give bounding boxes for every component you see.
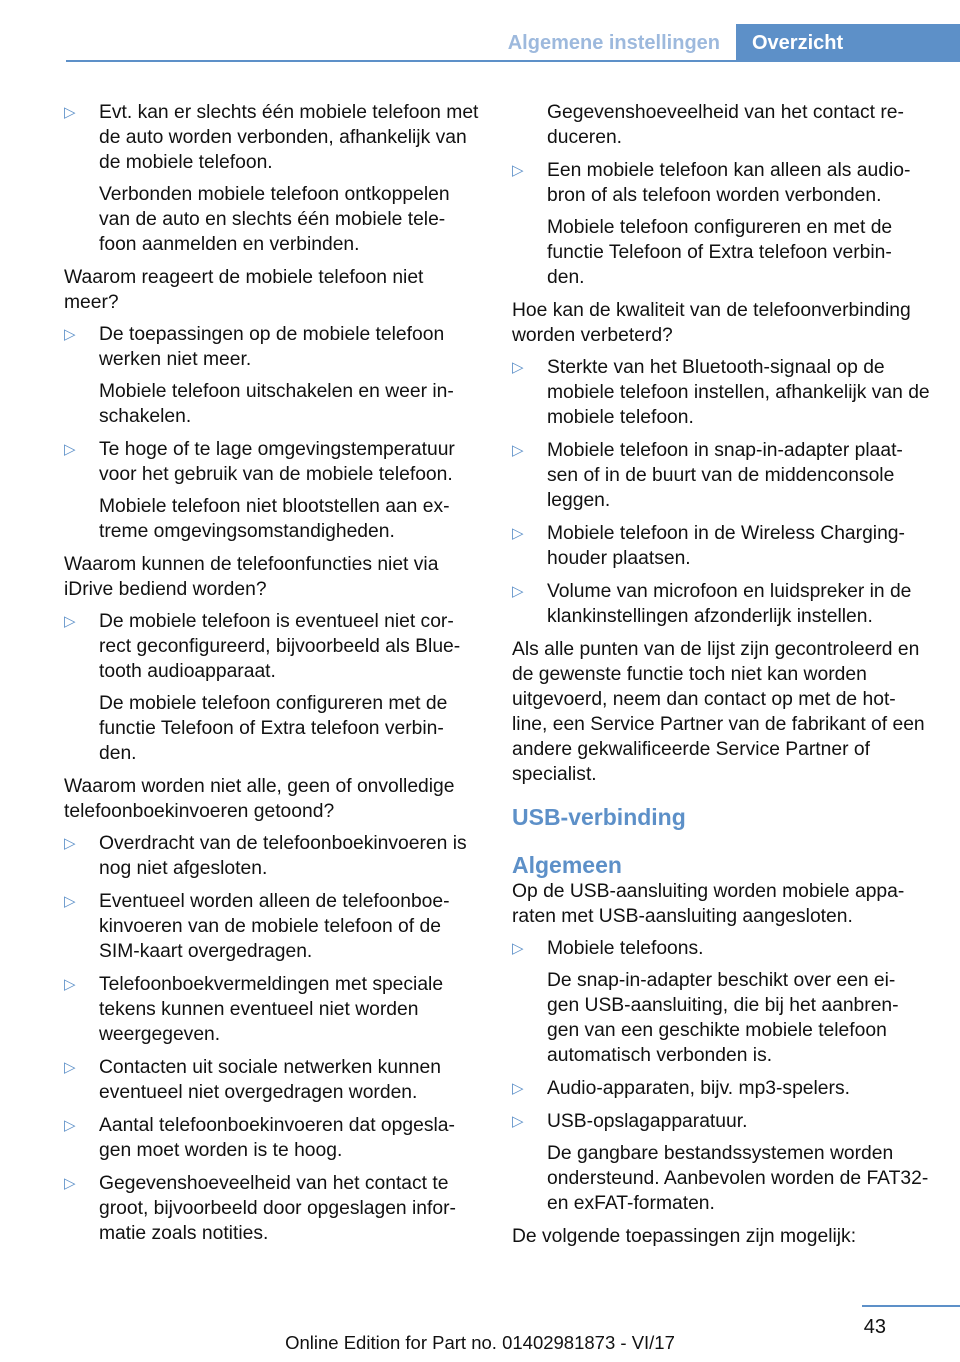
list-item-text: Te hoge of te lage omgevingstemperatuur voor het gebruik van de mobiele telefoon. xyxy=(99,439,455,485)
list-item-text: Sterkte van het Bluetooth-signaal op de mobiele telefoon instellen, afhankelijk van de mobiele telefoon. xyxy=(547,357,930,428)
list-item xyxy=(512,579,930,629)
header-section-title: Algemene instellingen xyxy=(492,24,736,62)
list-item-text: Volume van microfoon en luidspreker in de klankinstellingen afzonderlijk instellen. xyxy=(547,581,912,627)
list-item-text: Telefoonboekvermeldingen met speciale tekens kunnen eventueel niet worden weergegeven. xyxy=(99,974,444,1045)
list-item-solution: Verbonden mobiele telefoon ontkoppelen van de auto en slechts één mobiele tele‐ foon aanmelden en verbinden. xyxy=(99,184,450,255)
triangle-right-icon: ▷ xyxy=(64,976,76,993)
page-number: 43 xyxy=(863,1316,886,1338)
paragraph: Waarom worden niet alle, geen of onvolledige telefoonboekinvoeren getoond? xyxy=(64,776,455,822)
paragraph: Hoe kan de kwaliteit van de telefoonverbinding worden verbeterd? xyxy=(512,300,911,346)
list-item-text: Evt. kan er slechts één mobiele telefoon met de auto worden verbonden, afhankelijk van de mobiele telefoon. xyxy=(99,102,479,173)
triangle-right-icon: ▷ xyxy=(64,835,76,852)
list-item-text: Een mobiele telefoon kan alleen als audio‐ bron of als telefoon worden verbonden. xyxy=(547,160,911,206)
triangle-right-icon: ▷ xyxy=(512,940,524,957)
list-item-solution: Mobiele telefoon uitschakelen en weer in‐ schakelen. xyxy=(99,381,454,427)
list-item-text: Eventueel worden alleen de telefoonboe‐ kinvoeren van de mobiele telefoon of de SIM-kaart overgedragen. xyxy=(99,891,450,962)
list-item-text: Mobiele telefoons. xyxy=(547,938,704,959)
left-column xyxy=(64,100,482,1254)
paragraph: De volgende toepassingen zijn mogelijk: xyxy=(512,1226,857,1247)
triangle-right-icon: ▷ xyxy=(64,613,76,630)
list-item xyxy=(512,438,930,513)
list-item xyxy=(64,889,482,964)
header-rule xyxy=(66,60,960,62)
list-item xyxy=(64,1113,482,1163)
list-item xyxy=(512,936,930,1068)
triangle-right-icon: ▷ xyxy=(64,1059,76,1076)
right-column xyxy=(512,100,930,1256)
subsection-heading: Algemeen xyxy=(512,852,622,878)
list-item xyxy=(512,1109,930,1216)
triangle-right-icon: ▷ xyxy=(64,893,76,910)
list-item xyxy=(64,609,482,766)
paragraph: Waarom reageert de mobiele telefoon niet meer? xyxy=(64,267,424,313)
list-item-text: De toepassingen op de mobiele telefoon werken niet meer. xyxy=(99,324,445,370)
triangle-right-icon: ▷ xyxy=(64,1117,76,1134)
triangle-right-icon: ▷ xyxy=(512,583,524,600)
list-item xyxy=(64,437,482,544)
list-item-text: USB-opslagapparatuur. xyxy=(547,1111,748,1132)
list-item xyxy=(64,322,482,429)
list-item-solution: Mobiele telefoon configureren en met de functie Telefoon of Extra telefoon verbin‐ den. xyxy=(547,217,893,288)
list-item-text: Mobiele telefoon in de Wireless Charging- houder plaatsen. xyxy=(547,523,905,569)
list-item-text: Contacten uit sociale netwerken kunnen eventueel niet overgedragen worden. xyxy=(99,1057,441,1103)
list-item-text: Audio-apparaten, bijv. mp3-spelers. xyxy=(547,1078,850,1099)
list-item-solution: De gangbare bestandssystemen worden ondersteund. Aanbevolen worden de FAT32- en exFAT-formaten. xyxy=(547,1143,929,1214)
list-item xyxy=(64,1171,482,1246)
list-item-solution: Mobiele telefoon niet blootstellen aan ex‐ treme omgevingsomstandigheden. xyxy=(99,496,450,542)
paragraph: Als alle punten van de lijst zijn gecontroleerd en de gewenste functie toch niet kan worden uitgevoerd, neem dan contact op met de hot‐ line, een Service Partner van de fabrikant of een andere gekwalificeerde Service Partner of specialist. xyxy=(512,639,925,785)
triangle-right-icon: ▷ xyxy=(64,441,76,458)
list-item xyxy=(64,100,482,257)
list-item xyxy=(512,355,930,430)
list-item-solution: De snap-in-adapter beschikt over een ei‐ gen USB-aansluiting, die bij het aanbren‐ gen van een geschikte mobiele telefoon automatisch verbonden is. xyxy=(547,970,899,1066)
list-item xyxy=(512,1076,930,1101)
footer-edition: Online Edition for Part no. 01402981873 - VI/17 xyxy=(285,1332,675,1353)
list-item xyxy=(512,521,930,571)
list-item-text: Mobiele telefoon in snap-in-adapter plaat‐ sen of in de buurt van de middenconsole leggen. xyxy=(547,440,903,511)
triangle-right-icon: ▷ xyxy=(512,442,524,459)
list-item xyxy=(512,158,930,290)
paragraph: Waarom kunnen de telefoonfuncties niet via iDrive bediend worden? xyxy=(64,554,439,600)
list-item-text: Gegevenshoeveelheid van het contact te groot, bijvoorbeeld door opgeslagen infor‐ matie zoals notities. xyxy=(99,1173,456,1244)
triangle-right-icon: ▷ xyxy=(512,359,524,376)
section-heading: USB-verbinding xyxy=(512,804,686,830)
triangle-right-icon: ▷ xyxy=(64,1175,76,1192)
list-item-continuation: Gegevenshoeveelheid van het contact re‐ duceren. xyxy=(547,102,904,148)
list-item xyxy=(64,831,482,881)
triangle-right-icon: ▷ xyxy=(512,162,524,179)
triangle-right-icon: ▷ xyxy=(64,104,76,121)
paragraph: Op de USB-aansluiting worden mobiele appa‐ raten met USB-aansluiting aangesloten. xyxy=(512,881,905,927)
list-item-solution: De mobiele telefoon configureren met de functie Telefoon of Extra telefoon verbin‐ den. xyxy=(99,693,448,764)
header-chapter-tab: Overzicht xyxy=(736,24,960,62)
list-item-text: Overdracht van de telefoonboekinvoeren is nog niet afgesloten. xyxy=(99,833,467,879)
triangle-right-icon: ▷ xyxy=(512,1080,524,1097)
triangle-right-icon: ▷ xyxy=(512,525,524,542)
triangle-right-icon: ▷ xyxy=(64,326,76,343)
list-item-text: De mobiele telefoon is eventueel niet cor‐ rect geconfigureerd, bijvoorbeeld als Blue‐ tooth audioapparaat. xyxy=(99,611,461,682)
triangle-right-icon: ▷ xyxy=(512,1113,524,1130)
list-item xyxy=(64,1055,482,1105)
list-item-text: Aantal telefoonboekinvoeren dat opgesla‐ gen moet worden is te hoog. xyxy=(99,1115,455,1161)
footer-rule xyxy=(862,1305,960,1307)
list-item xyxy=(64,972,482,1047)
